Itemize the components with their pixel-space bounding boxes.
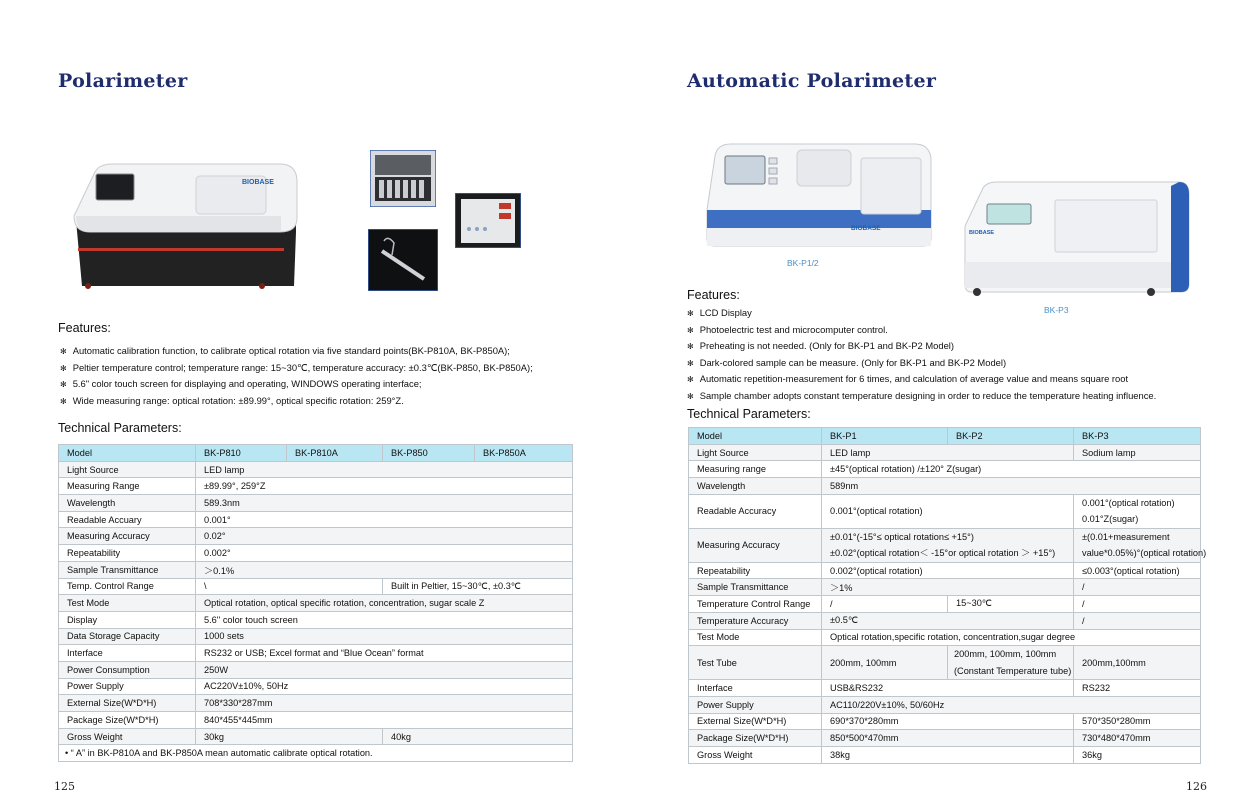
table-cell: Gross Weight: [689, 746, 822, 763]
cell-case-photo: [370, 150, 436, 207]
table-cell: /: [822, 596, 948, 613]
table-header-cell: Model: [689, 428, 822, 445]
table-cell: Power Supply: [59, 678, 196, 695]
table-cell: Sodium lamp: [1074, 444, 1201, 461]
spec-table: [58, 444, 573, 762]
cell-line: 0.01°Z(sugar): [1082, 514, 1139, 525]
tech-params-heading: Technical Parameters:: [687, 407, 811, 421]
right-page: [629, 0, 1258, 800]
page-title: Automatic Polarimeter: [687, 70, 937, 92]
table-row: [689, 528, 1201, 562]
table-row: [689, 629, 1201, 646]
table-cell: Temp. Control Range: [59, 578, 196, 595]
table-row: [59, 611, 573, 628]
features-list: [60, 343, 533, 409]
table-cell: AC220V±10%, 50Hz: [196, 678, 573, 695]
page-number: 125: [54, 780, 75, 793]
table-cell: Test Tube: [689, 646, 822, 680]
table-cell: Optical rotation, optical specific rotation, concentration, sugar scale Z: [196, 595, 573, 612]
table-row: [59, 511, 573, 528]
table-header-cell: Model: [59, 445, 196, 462]
table-cell: 0.001°(optical rotation): [822, 494, 1074, 528]
sample-tube-photo: [368, 229, 438, 291]
table-row: [689, 646, 1201, 680]
table-cell: 0.002°: [196, 545, 573, 562]
table-row: [59, 578, 573, 595]
table-cell: ＞1%: [822, 579, 1074, 596]
polarimeter-device-image: [66, 158, 302, 292]
table-cell: 570*350*280mm: [1074, 713, 1201, 730]
table-cell: Temperature Accuracy: [689, 612, 822, 629]
table-row: [689, 579, 1201, 596]
table-cell: Built in Peltier, 15~30℃, ±0.3℃: [383, 578, 573, 595]
feature-item: ✻ Photoelectric test and microcomputer control.: [687, 322, 1156, 339]
feature-item: ✻ Automatic repetition-measurement for 6 times, and calculation of average value and means square root: [687, 371, 1156, 388]
bk-p12-device-image: [701, 138, 935, 254]
table-row: [59, 545, 573, 562]
table-cell: Power Supply: [689, 696, 822, 713]
table-cell: Readable Accuracy: [689, 494, 822, 528]
table-cell: Repeatability: [59, 545, 196, 562]
table-cell: /: [1074, 596, 1201, 613]
feature-item: ✻ LCD Display: [687, 305, 1156, 322]
bk-p12-caption: BK-P1/2: [787, 258, 819, 268]
features-heading: Features:: [58, 321, 111, 335]
table-row: [689, 596, 1201, 613]
table-row: [689, 444, 1201, 461]
table-cell: Power Consumption: [59, 661, 196, 678]
table-cell: Package Size(W*D*H): [689, 730, 822, 747]
table-cell: 850*500*470mm: [822, 730, 1074, 747]
feature-item: ✻ Automatic calibration function, to calibrate optical rotation via five standard points(BK-P810A, BK-P850A);: [60, 343, 533, 360]
table-cell: [1074, 528, 1207, 562]
table-cell: LED lamp: [196, 461, 573, 478]
table-cell: External Size(W*D*H): [689, 713, 822, 730]
table-row: [59, 645, 573, 662]
table-cell: LED lamp: [822, 444, 1074, 461]
table-row: [59, 461, 573, 478]
table-row: [59, 678, 573, 695]
table-cell: 40kg: [383, 728, 573, 745]
table-cell: Measuring Range: [59, 478, 196, 495]
table-cell: ±45°(optical rotation) /±120° Z(sugar): [822, 461, 1201, 478]
table-cell: Measuring range: [689, 461, 822, 478]
table-cell: External Size(W*D*H): [59, 695, 196, 712]
features-heading: Features:: [687, 288, 740, 302]
cell-line: ±0.01°(-15°≤ optical rotation≤ +15°): [830, 531, 974, 542]
table-cell: Repeatability: [689, 562, 822, 579]
table-row: [689, 461, 1201, 478]
table-cell: Sample Transmittance: [59, 561, 196, 578]
table-row: [59, 728, 573, 745]
table-cell: 840*455*445mm: [196, 712, 573, 729]
control-panel-photo: [455, 193, 521, 248]
table-cell: 589.3nm: [196, 495, 573, 512]
table-row: [689, 680, 1201, 697]
table-cell: Test Mode: [59, 595, 196, 612]
table-row: [59, 695, 573, 712]
table-note-row: [59, 745, 573, 762]
table-cell: 250W: [196, 661, 573, 678]
table-row: [59, 661, 573, 678]
table-row: [689, 562, 1201, 579]
bk-p3-caption: BK-P3: [1044, 305, 1069, 315]
feature-item: ✻ 5.6ʺ color touch screen for displaying and operating, WINDOWS operating interface;: [60, 376, 533, 393]
table-cell: Test Mode: [689, 629, 822, 646]
table-row: [59, 595, 573, 612]
table-cell: Package Size(W*D*H): [59, 712, 196, 729]
table-header-row: [689, 428, 1201, 445]
table-header-cell: BK-P1: [822, 428, 948, 445]
cell-line: (Constant Temperature tube): [954, 665, 1072, 676]
table-row: [59, 528, 573, 545]
table-cell: Display: [59, 611, 196, 628]
feature-item: ✻ Sample chamber adopts constant temperature designing in order to reduce the temperature heating influence.: [687, 388, 1156, 405]
table-cell: 200mm, 100mm: [822, 646, 948, 680]
table-cell: [1074, 494, 1201, 528]
table-row: [59, 628, 573, 645]
table-header-cell: BK-P850: [383, 445, 475, 462]
table-header-cell: BK-P850A: [475, 445, 573, 462]
bk-p3-device-image: [961, 178, 1191, 300]
table-cell: USB&RS232: [822, 680, 1074, 697]
table-row: [689, 730, 1201, 747]
table-cell: 5.6'' color touch screen: [196, 611, 573, 628]
table-header-cell: BK-P3: [1074, 428, 1201, 445]
feature-item: ✻ Wide measuring range: optical rotation: ±89.99°, optical specific rotation: 259°Z.: [60, 393, 533, 410]
cell-line: ±(0.01+measurement: [1082, 531, 1170, 542]
table-cell: 1000 sets: [196, 628, 573, 645]
table-cell: ±0.5℃: [822, 612, 1074, 629]
brand-logo: BIOBASE: [851, 225, 881, 232]
table-cell: Data Storage Capacity: [59, 628, 196, 645]
table-cell: 0.001°: [196, 511, 573, 528]
table-cell: 708*330*287mm: [196, 695, 573, 712]
table-cell: /: [1074, 612, 1201, 629]
cell-line: value*0.05%)°(optical rotation): [1082, 548, 1207, 559]
table-cell: [822, 528, 1074, 562]
table-cell: \: [196, 578, 383, 595]
table-cell: Light Source: [59, 461, 196, 478]
table-cell: 0.002°(optical rotation): [822, 562, 1074, 579]
table-row: [59, 712, 573, 729]
spec-table: [688, 427, 1207, 764]
table-cell: Optical rotation,specific rotation, concentration,sugar degree: [822, 629, 1201, 646]
feature-item: ✻ Peltier temperature control; temperature range: 15~30℃, temperature accuracy: ±0.3℃(BK-P850, BK-P850A);: [60, 360, 533, 377]
table-cell: ≤0.003°(optical rotation): [1074, 562, 1201, 579]
table-cell: 30kg: [196, 728, 383, 745]
table-cell: Temperature Control Range: [689, 596, 822, 613]
table-header-row: [59, 445, 573, 462]
table-cell: RS232 or USB; Excel format and “Blue Ocean” format: [196, 645, 573, 662]
table-row: [689, 713, 1201, 730]
table-cell: /: [1074, 579, 1201, 596]
table-cell: Measuring Accuracy: [59, 528, 196, 545]
table-note: • “ A” in BK-P810A and BK-P850A mean automatic calibrate optical rotation.: [59, 745, 573, 762]
table-cell: [948, 646, 1074, 680]
table-cell: Wavelength: [59, 495, 196, 512]
table-cell: Interface: [689, 680, 822, 697]
table-row: [689, 494, 1201, 528]
feature-item: ✻ Preheating is not needed. (Only for BK-P1 and BK-P2 Model): [687, 338, 1156, 355]
table-row: [59, 495, 573, 512]
table-header-cell: BK-P810: [196, 445, 287, 462]
table-header-cell: BK-P2: [948, 428, 1074, 445]
table-cell: RS232: [1074, 680, 1201, 697]
table-cell: ＞0.1%: [196, 561, 573, 578]
cell-line: 0.001°(optical rotation): [1082, 497, 1175, 508]
table-cell: 690*370*280mm: [822, 713, 1074, 730]
table-cell: 589nm: [822, 478, 1201, 495]
table-cell: 38kg: [822, 746, 1074, 763]
feature-item: ✻ Dark-colored sample can be measure. (Only for BK-P1 and BK-P2 Model): [687, 355, 1156, 372]
table-cell: Light Source: [689, 444, 822, 461]
table-row: [689, 478, 1201, 495]
cell-line: ±0.02°(optical rotation＜ -15°or optical rotation ＞ +15°): [830, 548, 1056, 559]
brand-logo: BIOBASE: [969, 230, 995, 236]
table-row: [689, 746, 1201, 763]
table-cell: Wavelength: [689, 478, 822, 495]
table-cell: 15~30℃: [948, 596, 1074, 613]
table-cell: 36kg: [1074, 746, 1201, 763]
table-row: [689, 696, 1201, 713]
table-cell: 0.02°: [196, 528, 573, 545]
page-number: 126: [1186, 780, 1207, 793]
table-cell: Sample Transmittance: [689, 579, 822, 596]
table-row: [59, 478, 573, 495]
table-cell: ±89.99°, 259°Z: [196, 478, 573, 495]
table-cell: Readable Accuary: [59, 511, 196, 528]
table-cell: 730*480*470mm: [1074, 730, 1201, 747]
brand-logo: BIOBASE: [242, 179, 274, 186]
table-header-cell: BK-P810A: [287, 445, 383, 462]
table-cell: Gross Weight: [59, 728, 196, 745]
table-cell: Measuring Accuracy: [689, 528, 822, 562]
table-row: [689, 612, 1201, 629]
table-cell: AC110/220V±10%, 50/60Hz: [822, 696, 1201, 713]
tech-params-heading: Technical Parameters:: [58, 421, 182, 435]
page-title: Polarimeter: [58, 70, 188, 92]
table-row: [59, 561, 573, 578]
table-cell: Interface: [59, 645, 196, 662]
features-list: [687, 305, 1156, 405]
cell-line: 200mm, 100mm, 100mm: [954, 649, 1057, 660]
table-cell: 200mm,100mm: [1074, 646, 1201, 680]
